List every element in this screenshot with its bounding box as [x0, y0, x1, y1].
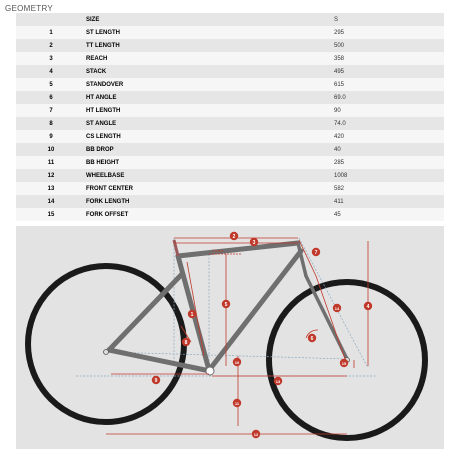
row-number: 12: [16, 169, 86, 182]
row-number: 15: [16, 208, 86, 221]
row-number: 13: [16, 182, 86, 195]
rear-wheel-tire: [28, 266, 184, 422]
table-row: [16, 65, 444, 78]
row-number: 2: [16, 39, 86, 52]
row-label: STACK: [86, 65, 334, 78]
table-row: [16, 117, 444, 130]
table-row: [16, 143, 444, 156]
row-value: 285: [334, 156, 444, 169]
dimension-marker-label: 9: [154, 377, 158, 384]
dimension-marker-label: 14: [334, 305, 340, 311]
row-number: 8: [16, 117, 86, 130]
table-row: [16, 156, 444, 169]
row-number: 10: [16, 143, 86, 156]
dimension-marker-label: 10: [234, 359, 240, 365]
dimension-marker-label: 13: [275, 378, 281, 384]
row-label: FORK LENGTH: [86, 195, 334, 208]
row-label: HT LENGTH: [86, 104, 334, 117]
seatpost: [174, 240, 178, 256]
table-row: [16, 208, 444, 221]
row-value: 74.0: [334, 117, 444, 130]
table-row: [16, 182, 444, 195]
row-number: 7: [16, 104, 86, 117]
row-label: ST LENGTH: [86, 26, 334, 39]
row-value: 69.0: [334, 91, 444, 104]
row-label: STANDOVER: [86, 78, 334, 91]
row-value: 295: [334, 26, 444, 39]
table-row: [16, 39, 444, 52]
row-label: FRONT CENTER: [86, 182, 334, 195]
row-value: 495: [334, 65, 444, 78]
dimension-marker-label: 2: [232, 233, 236, 240]
row-value: 500: [334, 39, 444, 52]
row-number: 6: [16, 91, 86, 104]
row-value: 358: [334, 52, 444, 65]
row-number: [16, 13, 86, 26]
row-label: FORK OFFSET: [86, 208, 334, 221]
bike-geometry-diagram: [16, 226, 444, 449]
row-label: BB DROP: [86, 143, 334, 156]
row-value: 45: [334, 208, 444, 221]
row-number: 14: [16, 195, 86, 208]
row-value: 40: [334, 143, 444, 156]
table-row: [16, 26, 444, 39]
table-row: [16, 78, 444, 91]
row-value: 420: [334, 130, 444, 143]
row-number: 3: [16, 52, 86, 65]
row-value: 90: [334, 104, 444, 117]
table-row: [16, 169, 444, 182]
row-value: 411: [334, 195, 444, 208]
dimension-marker-label: 1: [190, 311, 194, 318]
row-label: CS LENGTH: [86, 130, 334, 143]
dimension-marker-label: 8: [184, 339, 188, 346]
row-label: HT ANGLE: [86, 91, 334, 104]
row-label: REACH: [86, 52, 334, 65]
rear-axle: [104, 350, 109, 355]
table-row: [16, 130, 444, 143]
bike-diagram-svg: [16, 226, 444, 449]
geometry-table: [16, 13, 444, 221]
fork: [298, 243, 347, 359]
row-label: TT LENGTH: [86, 39, 334, 52]
dimension-marker-label: 4: [366, 303, 370, 310]
table-row: [16, 91, 444, 104]
page-title: GEOMETRY: [5, 4, 54, 13]
dimension-marker-label: 15: [341, 360, 347, 366]
dimension-marker-label: 12: [253, 431, 259, 437]
row-label: ST ANGLE: [86, 117, 334, 130]
table-row: [16, 104, 444, 117]
dimension-marker-label: 3: [252, 239, 256, 246]
dimension-marker-label: 5: [224, 301, 228, 308]
table-row: [16, 13, 444, 26]
row-value: 582: [334, 182, 444, 195]
row-label: BB HEIGHT: [86, 156, 334, 169]
row-number: 1: [16, 26, 86, 39]
row-number: 5: [16, 78, 86, 91]
row-value: S: [334, 13, 444, 26]
row-number: 9: [16, 130, 86, 143]
row-number: 4: [16, 65, 86, 78]
row-number: 11: [16, 156, 86, 169]
row-label: SIZE: [86, 13, 334, 26]
annotation-70mm: 70mm: [212, 248, 224, 253]
dimension-marker-label: 7: [314, 249, 318, 256]
row-value: 1008: [334, 169, 444, 182]
row-value: 615: [334, 78, 444, 91]
dimension-marker-label: 6: [310, 335, 314, 342]
row-label: WHEELBASE: [86, 169, 334, 182]
table-row: [16, 195, 444, 208]
table-row: [16, 52, 444, 65]
dimension-marker-label: 11: [234, 400, 240, 406]
